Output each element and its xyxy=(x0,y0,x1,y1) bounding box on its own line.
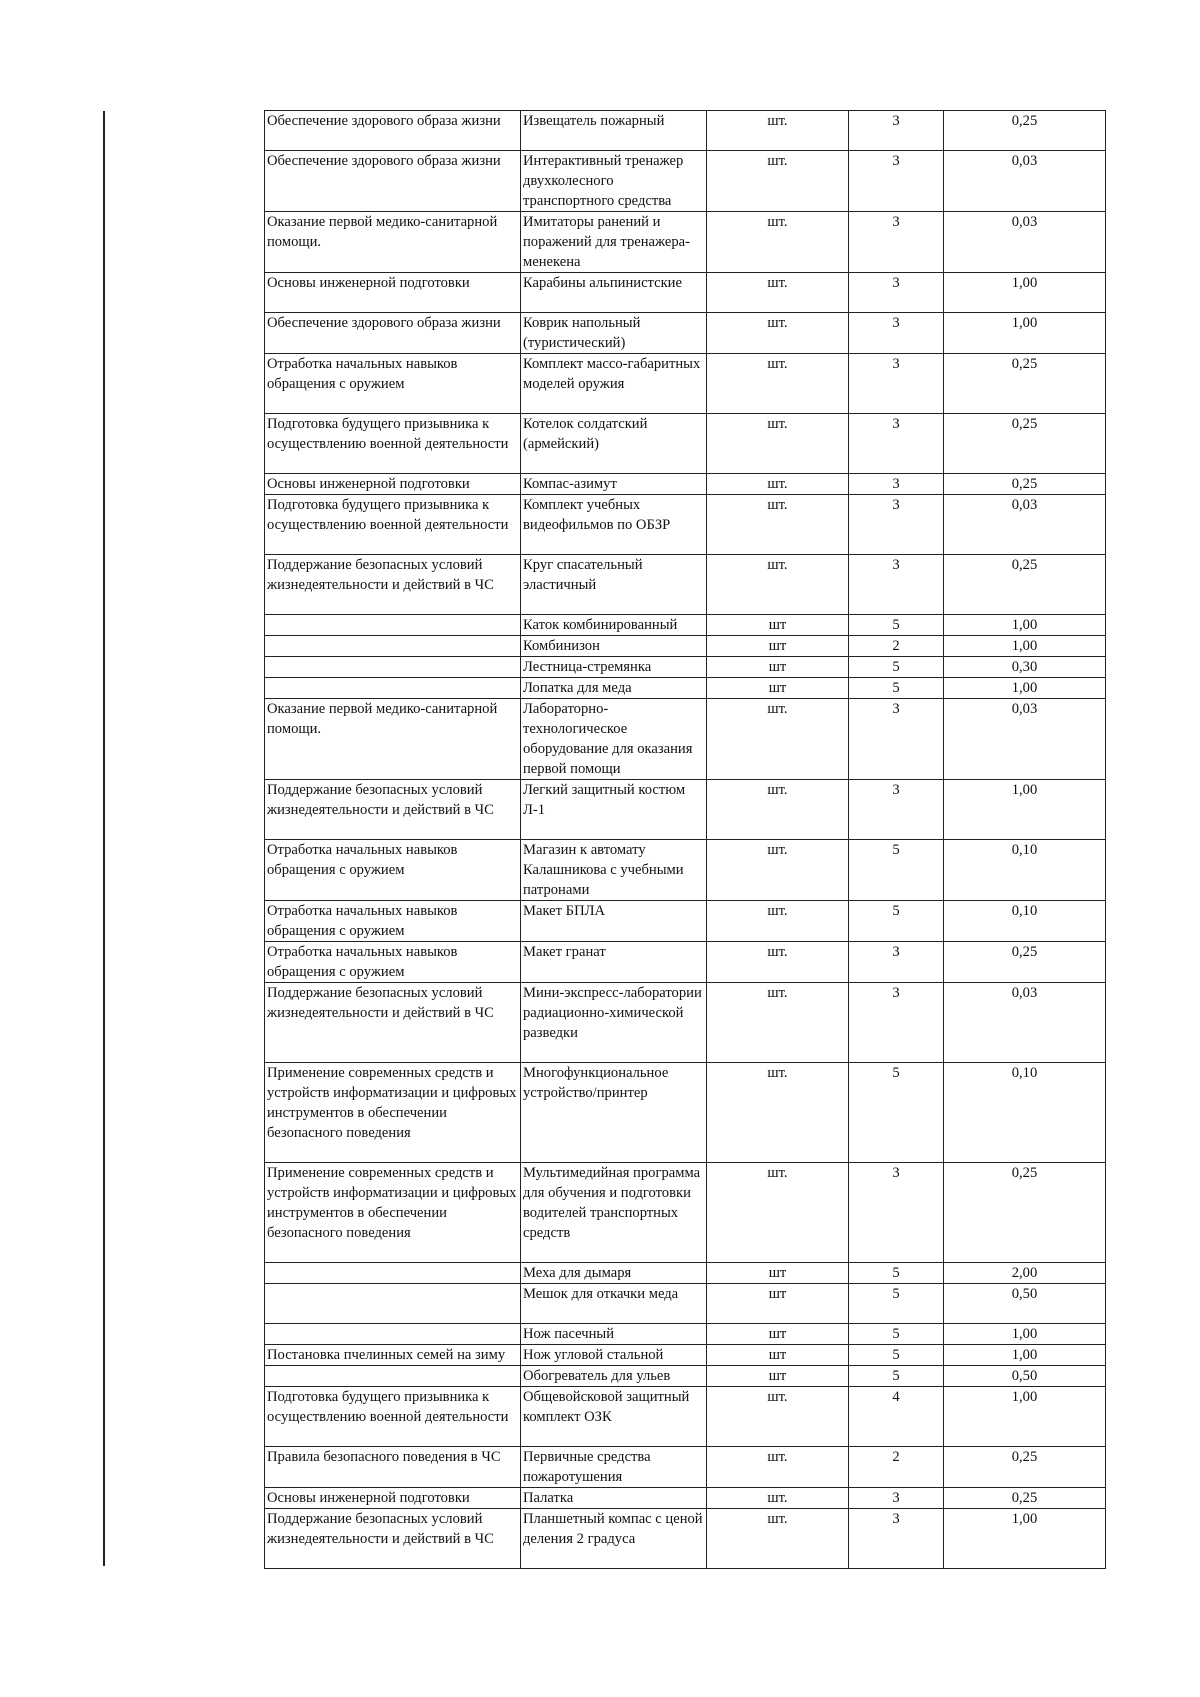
quantity-cell: 3 xyxy=(849,474,944,495)
coefficient-cell: 0,03 xyxy=(944,212,1106,273)
coefficient-cell: 1,00 xyxy=(944,678,1106,699)
unit-cell: шт. xyxy=(707,555,849,615)
item-cell: Мультимедийная программа для обучения и подготовки водителей транспортных средств xyxy=(521,1163,707,1263)
coefficient-cell: 0,30 xyxy=(944,657,1106,678)
unit-cell: шт. xyxy=(707,901,849,942)
item-cell: Обогреватель для ульев xyxy=(521,1366,707,1387)
quantity-cell: 5 xyxy=(849,1366,944,1387)
topic-cell: Постановка пчелинных семей на зиму xyxy=(265,1345,521,1366)
item-cell: Лопатка для меда xyxy=(521,678,707,699)
table-row xyxy=(265,983,1106,1063)
unit-cell: шт. xyxy=(707,474,849,495)
topic-cell: Подготовка будущего призывника к осуществлению военной деятельности xyxy=(265,1387,521,1447)
quantity-cell: 3 xyxy=(849,111,944,151)
unit-cell: шт. xyxy=(707,942,849,983)
quantity-cell: 3 xyxy=(849,354,944,414)
coefficient-cell: 0,10 xyxy=(944,1063,1106,1163)
quantity-cell: 3 xyxy=(849,313,944,354)
quantity-cell: 3 xyxy=(849,273,944,313)
unit-cell: шт xyxy=(707,678,849,699)
table-row xyxy=(265,657,1106,678)
unit-cell: шт. xyxy=(707,212,849,273)
table-row xyxy=(265,615,1106,636)
table-row xyxy=(265,313,1106,354)
quantity-cell: 5 xyxy=(849,615,944,636)
item-cell: Лабораторно-технологическое оборудование для оказания первой помощи xyxy=(521,699,707,780)
item-cell: Легкий защитный костюм Л-1 xyxy=(521,780,707,840)
coefficient-cell: 0,25 xyxy=(944,1163,1106,1263)
equipment-table xyxy=(264,110,1106,1569)
unit-cell: шт xyxy=(707,657,849,678)
quantity-cell: 3 xyxy=(849,555,944,615)
table-row xyxy=(265,1387,1106,1447)
coefficient-cell: 0,25 xyxy=(944,414,1106,474)
unit-cell: шт. xyxy=(707,354,849,414)
topic-cell: Обеспечение здорового образа жизни xyxy=(265,151,521,212)
table-row xyxy=(265,273,1106,313)
table-row xyxy=(265,901,1106,942)
quantity-cell: 3 xyxy=(849,699,944,780)
table-row xyxy=(265,699,1106,780)
coefficient-cell: 1,00 xyxy=(944,636,1106,657)
topic-cell: Применение современных средств и устройств информатизации и цифровых инструментов в обеспечении безопасного поведения xyxy=(265,1063,521,1163)
table-row xyxy=(265,636,1106,657)
quantity-cell: 3 xyxy=(849,1488,944,1509)
coefficient-cell: 1,00 xyxy=(944,1387,1106,1447)
item-cell: Лестница-стремянка xyxy=(521,657,707,678)
topic-cell: Отработка начальных навыков обращения с оружием xyxy=(265,942,521,983)
unit-cell: шт. xyxy=(707,699,849,780)
unit-cell: шт. xyxy=(707,1063,849,1163)
topic-cell xyxy=(265,678,521,699)
topic-cell xyxy=(265,636,521,657)
table-row xyxy=(265,474,1106,495)
unit-cell: шт xyxy=(707,1366,849,1387)
item-cell: Мини-экспресс-лаборатории радиационно-химической разведки xyxy=(521,983,707,1063)
coefficient-cell: 0,10 xyxy=(944,840,1106,901)
table-row xyxy=(265,212,1106,273)
quantity-cell: 5 xyxy=(849,1263,944,1284)
quantity-cell: 4 xyxy=(849,1387,944,1447)
item-cell: Планшетный компас с ценой деления 2 градуса xyxy=(521,1509,707,1569)
coefficient-cell: 0,25 xyxy=(944,474,1106,495)
quantity-cell: 3 xyxy=(849,151,944,212)
table-row xyxy=(265,1509,1106,1569)
topic-cell: Подготовка будущего призывника к осуществлению военной деятельности xyxy=(265,495,521,555)
item-cell: Макет БПЛА xyxy=(521,901,707,942)
table-row xyxy=(265,1366,1106,1387)
quantity-cell: 5 xyxy=(849,678,944,699)
unit-cell: шт. xyxy=(707,780,849,840)
quantity-cell: 3 xyxy=(849,1163,944,1263)
topic-cell: Обеспечение здорового образа жизни xyxy=(265,313,521,354)
unit-cell: шт. xyxy=(707,983,849,1063)
unit-cell: шт. xyxy=(707,1488,849,1509)
unit-cell: шт. xyxy=(707,1163,849,1263)
item-cell: Общевойсковой защитный комплект ОЗК xyxy=(521,1387,707,1447)
topic-cell: Оказание первой медико-санитарной помощи. xyxy=(265,699,521,780)
item-cell: Извещатель пожарный xyxy=(521,111,707,151)
table-row xyxy=(265,1284,1106,1324)
item-cell: Круг спасательный эластичный xyxy=(521,555,707,615)
unit-cell: шт xyxy=(707,1345,849,1366)
table-row xyxy=(265,942,1106,983)
topic-cell xyxy=(265,657,521,678)
topic-cell: Оказание первой медико-санитарной помощи. xyxy=(265,212,521,273)
coefficient-cell: 1,00 xyxy=(944,615,1106,636)
table-row xyxy=(265,151,1106,212)
coefficient-cell: 1,00 xyxy=(944,780,1106,840)
item-cell: Комбинизон xyxy=(521,636,707,657)
left-margin-line xyxy=(103,111,105,1566)
table-row xyxy=(265,1063,1106,1163)
unit-cell: шт. xyxy=(707,313,849,354)
quantity-cell: 5 xyxy=(849,1345,944,1366)
topic-cell: Основы инженерной подготовки xyxy=(265,474,521,495)
quantity-cell: 5 xyxy=(849,1284,944,1324)
unit-cell: шт xyxy=(707,1263,849,1284)
coefficient-cell: 0,25 xyxy=(944,1447,1106,1488)
unit-cell: шт. xyxy=(707,495,849,555)
coefficient-cell: 0,25 xyxy=(944,555,1106,615)
quantity-cell: 3 xyxy=(849,495,944,555)
quantity-cell: 3 xyxy=(849,1509,944,1569)
table-row xyxy=(265,414,1106,474)
coefficient-cell: 1,00 xyxy=(944,1345,1106,1366)
table-row xyxy=(265,840,1106,901)
quantity-cell: 5 xyxy=(849,1324,944,1345)
topic-cell: Применение современных средств и устройств информатизации и цифровых инструментов в обеспечении безопасного поведения xyxy=(265,1163,521,1263)
table-row xyxy=(265,1447,1106,1488)
topic-cell: Основы инженерной подготовки xyxy=(265,273,521,313)
topic-cell: Основы инженерной подготовки xyxy=(265,1488,521,1509)
table-row xyxy=(265,1488,1106,1509)
topic-cell: Поддержание безопасных условий жизнедеятельности и действий в ЧС xyxy=(265,555,521,615)
coefficient-cell: 0,03 xyxy=(944,983,1106,1063)
coefficient-cell: 1,00 xyxy=(944,273,1106,313)
unit-cell: шт. xyxy=(707,1447,849,1488)
item-cell: Имитаторы ранений и поражений для тренажера-менекена xyxy=(521,212,707,273)
coefficient-cell: 1,00 xyxy=(944,1509,1106,1569)
coefficient-cell: 0,25 xyxy=(944,111,1106,151)
table-row xyxy=(265,1345,1106,1366)
item-cell: Комплект учебных видеофильмов по ОБЗР xyxy=(521,495,707,555)
item-cell: Комплект массо-габаритных моделей оружия xyxy=(521,354,707,414)
coefficient-cell: 1,00 xyxy=(944,313,1106,354)
table-row xyxy=(265,780,1106,840)
quantity-cell: 3 xyxy=(849,942,944,983)
quantity-cell: 5 xyxy=(849,901,944,942)
unit-cell: шт xyxy=(707,615,849,636)
coefficient-cell: 0,50 xyxy=(944,1366,1106,1387)
item-cell: Карабины альпинистские xyxy=(521,273,707,313)
item-cell: Палатка xyxy=(521,1488,707,1509)
topic-cell: Поддержание безопасных условий жизнедеятельности и действий в ЧС xyxy=(265,1509,521,1569)
coefficient-cell: 1,00 xyxy=(944,1324,1106,1345)
topic-cell: Отработка начальных навыков обращения с оружием xyxy=(265,901,521,942)
unit-cell: шт. xyxy=(707,840,849,901)
quantity-cell: 5 xyxy=(849,657,944,678)
unit-cell: шт. xyxy=(707,111,849,151)
quantity-cell: 2 xyxy=(849,1447,944,1488)
coefficient-cell: 0,03 xyxy=(944,151,1106,212)
table-row xyxy=(265,111,1106,151)
table-row xyxy=(265,354,1106,414)
unit-cell: шт. xyxy=(707,414,849,474)
unit-cell: шт. xyxy=(707,151,849,212)
item-cell: Меха для дымаря xyxy=(521,1263,707,1284)
topic-cell xyxy=(265,1324,521,1345)
item-cell: Первичные средства пожаротушения xyxy=(521,1447,707,1488)
table-row xyxy=(265,678,1106,699)
quantity-cell: 3 xyxy=(849,212,944,273)
unit-cell: шт. xyxy=(707,1387,849,1447)
unit-cell: шт xyxy=(707,1284,849,1324)
unit-cell: шт. xyxy=(707,1509,849,1569)
table-row xyxy=(265,1324,1106,1345)
item-cell: Каток комбинированный xyxy=(521,615,707,636)
topic-cell xyxy=(265,615,521,636)
item-cell: Многофункциональное устройство/принтер xyxy=(521,1063,707,1163)
item-cell: Мешок для откачки меда xyxy=(521,1284,707,1324)
item-cell: Котелок солдатский (армейский) xyxy=(521,414,707,474)
table-row xyxy=(265,495,1106,555)
topic-cell xyxy=(265,1366,521,1387)
coefficient-cell: 0,03 xyxy=(944,699,1106,780)
item-cell: Нож пасечный xyxy=(521,1324,707,1345)
unit-cell: шт xyxy=(707,1324,849,1345)
topic-cell: Поддержание безопасных условий жизнедеятельности и действий в ЧС xyxy=(265,983,521,1063)
topic-cell: Обеспечение здорового образа жизни xyxy=(265,111,521,151)
item-cell: Макет гранат xyxy=(521,942,707,983)
topic-cell: Правила безопасного поведения в ЧС xyxy=(265,1447,521,1488)
unit-cell: шт xyxy=(707,636,849,657)
item-cell: Коврик напольный (туристический) xyxy=(521,313,707,354)
coefficient-cell: 2,00 xyxy=(944,1263,1106,1284)
quantity-cell: 3 xyxy=(849,983,944,1063)
quantity-cell: 5 xyxy=(849,1063,944,1163)
quantity-cell: 3 xyxy=(849,780,944,840)
topic-cell: Отработка начальных навыков обращения с оружием xyxy=(265,354,521,414)
coefficient-cell: 0,25 xyxy=(944,942,1106,983)
coefficient-cell: 0,25 xyxy=(944,354,1106,414)
table-row xyxy=(265,555,1106,615)
topic-cell: Подготовка будущего призывника к осуществлению военной деятельности xyxy=(265,414,521,474)
item-cell: Компас-азимут xyxy=(521,474,707,495)
topic-cell xyxy=(265,1284,521,1324)
item-cell: Магазин к автомату Калашникова с учебными патронами xyxy=(521,840,707,901)
coefficient-cell: 0,50 xyxy=(944,1284,1106,1324)
topic-cell: Отработка начальных навыков обращения с оружием xyxy=(265,840,521,901)
quantity-cell: 3 xyxy=(849,414,944,474)
item-cell: Нож угловой стальной xyxy=(521,1345,707,1366)
quantity-cell: 2 xyxy=(849,636,944,657)
coefficient-cell: 0,25 xyxy=(944,1488,1106,1509)
coefficient-cell: 0,03 xyxy=(944,495,1106,555)
unit-cell: шт. xyxy=(707,273,849,313)
topic-cell: Поддержание безопасных условий жизнедеятельности и действий в ЧС xyxy=(265,780,521,840)
quantity-cell: 5 xyxy=(849,840,944,901)
item-cell: Интерактивный тренажер двухколесного транспортного средства xyxy=(521,151,707,212)
topic-cell xyxy=(265,1263,521,1284)
table-row xyxy=(265,1163,1106,1263)
table-row xyxy=(265,1263,1106,1284)
coefficient-cell: 0,10 xyxy=(944,901,1106,942)
